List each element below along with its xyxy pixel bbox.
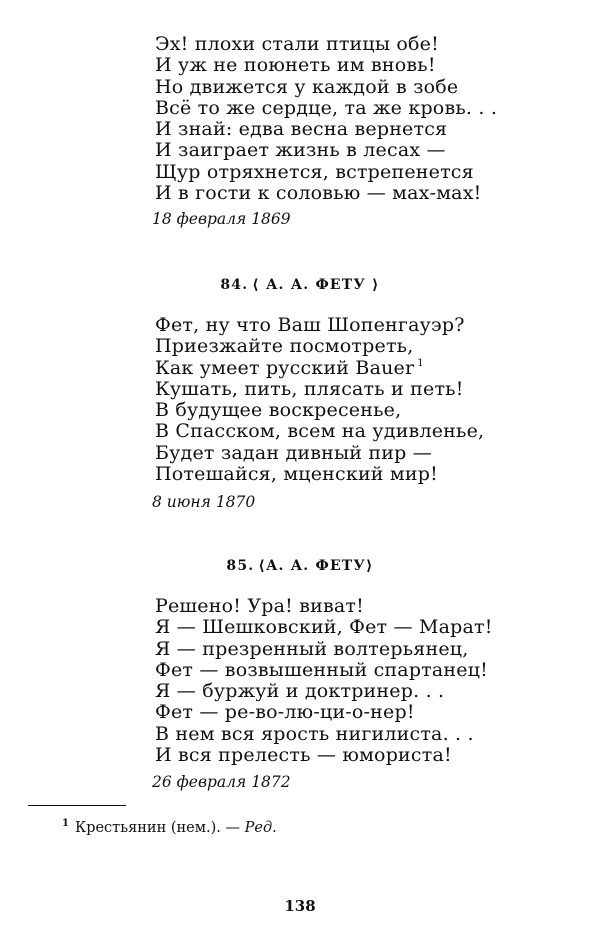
poem-line: Я — Шешковский, Фет — Марат! bbox=[155, 616, 493, 639]
poem-line: В будущее воскресенье, bbox=[155, 399, 402, 422]
footnote-editor: Ред. bbox=[244, 819, 277, 836]
poem-84-title: ⟨ А. А. ФЕТУ ⟩ bbox=[252, 277, 380, 293]
poem-line: Приезжайте посмотреть, bbox=[155, 335, 414, 358]
poem-line: Фет — возвышенный спартанец! bbox=[155, 658, 488, 681]
poem-85-stanza bbox=[155, 596, 493, 766]
poem-line: Щур отряхнется, встрепенется bbox=[155, 160, 474, 183]
poem-line: Фет, ну что Ваш Шопенгауэр? bbox=[155, 314, 465, 336]
poem-prev-stanza bbox=[155, 34, 497, 204]
poem-line: Потешайся, мценский мир! bbox=[155, 463, 438, 486]
poem-line: Решено! Ура! виват! bbox=[155, 595, 364, 617]
poem-line: Я — презренный волтерьянец, bbox=[155, 637, 469, 660]
poem-line: Фет — ре-во-лю-ци-о-нер! bbox=[155, 701, 415, 724]
poem-line: Эх! плохи стали птицы обе! bbox=[155, 33, 439, 55]
poem-line: В Спасском, всем на удивленье, bbox=[155, 420, 485, 443]
poem-line: Но движется у каждой в зобе bbox=[155, 75, 459, 98]
poem-85-title: ⟨А. А. ФЕТУ⟩ bbox=[258, 558, 374, 574]
poem-84-date: 8 июня 1870 bbox=[152, 493, 256, 511]
poem-line: Всё то же сердце, та же кровь. . . bbox=[155, 96, 498, 119]
poem-prev-date: 18 февраля 1869 bbox=[152, 210, 291, 228]
footnote-divider bbox=[28, 805, 126, 806]
poem-84-heading bbox=[0, 277, 600, 293]
poem-85-heading bbox=[0, 558, 600, 574]
poem-85-date: 26 февраля 1872 bbox=[152, 773, 291, 791]
poem-line: И в гости к соловью — мах-мах! bbox=[155, 182, 482, 205]
poem-84-stanza bbox=[155, 315, 484, 485]
poem-line: Я — буржуй и доктринер. . . bbox=[155, 680, 445, 703]
footnote-reference: 1 bbox=[417, 358, 424, 370]
poem-84-number: 84. bbox=[220, 277, 249, 293]
poem-line bbox=[155, 358, 484, 379]
poem-line: И знай: едва весна вернется bbox=[155, 118, 448, 141]
poem-line: И уж не поюнеть им вновь! bbox=[155, 54, 436, 77]
poem-line: В нем вся ярость нигилиста. . . bbox=[155, 722, 474, 745]
poem-line: И заиграет жизнь в лесах — bbox=[155, 139, 446, 162]
poem-85-number: 85. bbox=[226, 558, 255, 574]
footnote bbox=[62, 818, 277, 836]
footnote-mark: 1 bbox=[62, 818, 69, 829]
page-number: 138 bbox=[284, 897, 316, 915]
poem-line: Кушать, пить, плясать и петь! bbox=[155, 377, 464, 400]
poem-line-text: Как умеет русский Bauer bbox=[155, 356, 415, 379]
poem-line: Будет задан дивный пир — bbox=[155, 441, 432, 464]
footnote-text: Крестьянин (нем.). — bbox=[74, 819, 241, 836]
poem-line: И вся прелесть — юмориста! bbox=[155, 744, 452, 767]
